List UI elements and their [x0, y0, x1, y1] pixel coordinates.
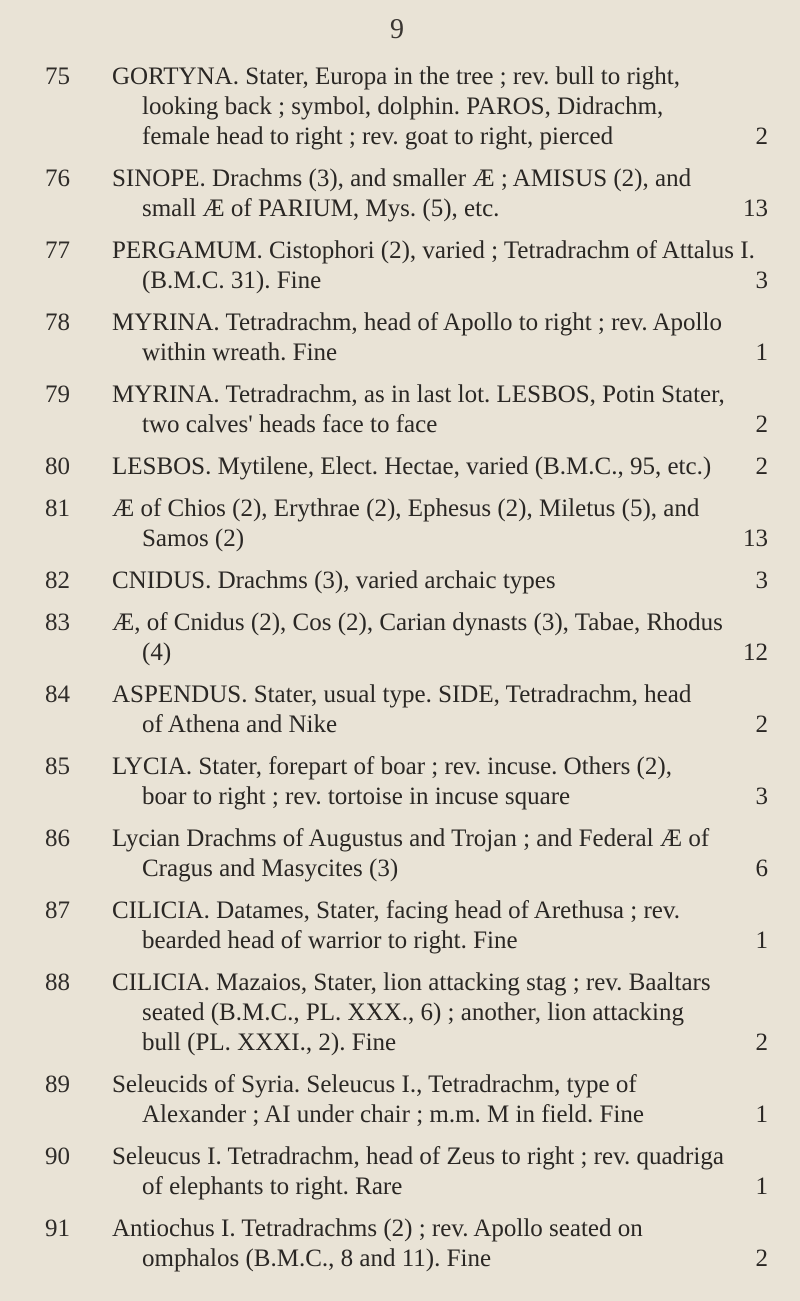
lot-entry: [0, 62, 800, 152]
lot-description-line: [112, 62, 768, 92]
lot-entry: [0, 164, 800, 224]
lot-description-line: [112, 1214, 768, 1244]
lot-description-text: of Athena and Nike: [142, 711, 338, 738]
lot-entry: [0, 680, 800, 740]
lot-number: 83: [45, 609, 70, 636]
lot-quantity: 12: [743, 639, 768, 666]
lot-number: 91: [45, 1215, 70, 1242]
lot-description-text: Æ, of Cnidus (2), Cos (2), Carian dynasts (3), Tabae, Rhodus: [112, 609, 723, 636]
lot-description-text: PERGAMUM. Cistophori (2), varied ; Tetradrachm of Attalus I.: [112, 237, 755, 264]
lot-description: [0, 494, 800, 554]
lot-quantity: 1: [755, 339, 768, 366]
lot-number: 82: [45, 567, 70, 594]
lot-quantity: 2: [755, 123, 768, 150]
lot-entry: [0, 452, 800, 482]
lot-description: [0, 236, 800, 296]
lot-description-line: [112, 680, 768, 710]
lot-number: 76: [45, 165, 70, 192]
lot-quantity: 6: [755, 855, 768, 882]
lot-description-line: [112, 896, 768, 926]
lot-description: [0, 164, 800, 224]
lot-description-line: [112, 998, 768, 1028]
lot-description-line: [112, 410, 768, 440]
lot-number: 78: [45, 309, 70, 336]
lot-quantity: 3: [755, 567, 768, 594]
lot-description-text: seated (B.M.C., PL. XXX., 6) ; another, lion attacking: [142, 999, 684, 1026]
lot-quantity: 2: [755, 711, 768, 738]
lot-quantity: 13: [743, 525, 768, 552]
lot-description-line: [112, 1028, 768, 1058]
lot-entry: [0, 380, 800, 440]
lot-description-line: [112, 452, 768, 482]
lot-description: [0, 1070, 800, 1130]
lot-description-text: female head to right ; rev. goat to right, pierced: [142, 123, 614, 150]
lot-entry: [0, 236, 800, 296]
lot-description: [0, 1214, 800, 1274]
lot-number: 85: [45, 753, 70, 780]
lot-description-line: [112, 122, 768, 152]
lot-description-line: [112, 824, 768, 854]
lot-description-text: (B.M.C. 31). Fine: [142, 267, 322, 294]
lot-number: 75: [45, 63, 70, 90]
lot-description-text: CNIDUS. Drachms (3), varied archaic types: [112, 567, 556, 594]
lot-description: [0, 968, 800, 1058]
lot-description-line: [112, 494, 768, 524]
lot-description-line: [112, 926, 768, 956]
lot-description-line: [112, 1100, 768, 1130]
lot-entry: [0, 308, 800, 368]
lot-description-line: [112, 782, 768, 812]
lot-description-text: LESBOS. Mytilene, Elect. Hectae, varied (B.M.C., 95, etc.): [112, 453, 712, 480]
lot-description-text: ASPENDUS. Stater, usual type. SIDE, Tetradrachm, head: [112, 681, 692, 708]
lot-entry: [0, 494, 800, 554]
lot-description: [0, 824, 800, 884]
lot-quantity: 2: [755, 1029, 768, 1056]
lot-description-line: [112, 1142, 768, 1172]
lot-description: [0, 452, 800, 482]
lot-entry: [0, 824, 800, 884]
lot-description-line: [112, 608, 768, 638]
page-number: 9: [390, 14, 404, 45]
lot-description-line: [112, 854, 768, 884]
lot-description-line: [112, 266, 768, 296]
lot-description-text: Æ of Chios (2), Erythrae (2), Ephesus (2), Miletus (5), and: [112, 495, 700, 522]
lot-description-line: [112, 1070, 768, 1100]
lot-quantity: 2: [755, 1245, 768, 1272]
lot-quantity: 2: [755, 411, 768, 438]
lot-description-text: (4): [142, 639, 172, 666]
lot-description-line: [112, 308, 768, 338]
lot-number: 81: [45, 495, 70, 522]
lot-entry: [0, 608, 800, 668]
lot-description-text: Cragus and Masycites (3): [142, 855, 399, 882]
lot-description-line: [112, 524, 768, 554]
lot-description-text: Seleucus I. Tetradrachm, head of Zeus to right ; rev. quadriga: [112, 1143, 724, 1170]
lot-description-text: omphalos (B.M.C., 8 and 11). Fine: [142, 1245, 492, 1272]
lot-number: 77: [45, 237, 70, 264]
lot-number: 86: [45, 825, 70, 852]
lot-number: 79: [45, 381, 70, 408]
lot-description: [0, 608, 800, 668]
lot-description: [0, 566, 800, 596]
lot-description-text: MYRINA. Tetradrachm, head of Apollo to right ; rev. Apollo: [112, 309, 722, 336]
lot-description-text: GORTYNA. Stater, Europa in the tree ; rev. bull to right,: [112, 63, 680, 90]
lot-description-text: of elephants to right. Rare: [142, 1173, 403, 1200]
lot-number: 90: [45, 1143, 70, 1170]
lot-number: 88: [45, 969, 70, 996]
lot-description-line: [112, 164, 768, 194]
lot-entry: [0, 752, 800, 812]
lot-quantity: 1: [755, 1173, 768, 1200]
lot-description-text: small Æ of PARIUM, Mys. (5), etc.: [142, 195, 500, 222]
lot-description-line: [112, 194, 768, 224]
lot-description: [0, 62, 800, 152]
lot-description-text: bull (PL. XXXI., 2). Fine: [142, 1029, 397, 1056]
lot-entry: [0, 968, 800, 1058]
lot-description-text: Seleucids of Syria. Seleucus I., Tetradrachm, type of: [112, 1071, 637, 1098]
lot-description: [0, 1142, 800, 1202]
lot-description-line: [112, 638, 768, 668]
lot-description: [0, 680, 800, 740]
lot-description-text: MYRINA. Tetradrachm, as in last lot. LESBOS, Potin Stater,: [112, 381, 725, 408]
lot-quantity: 13: [743, 195, 768, 222]
lot-quantity: 1: [755, 927, 768, 954]
lot-list: [0, 62, 800, 1286]
lot-entry: [0, 1214, 800, 1274]
lot-description-text: Lycian Drachms of Augustus and Trojan ; and Federal Æ of: [112, 825, 710, 852]
lot-entry: [0, 1142, 800, 1202]
lot-number: 80: [45, 453, 70, 480]
lot-description-text: within wreath. Fine: [142, 339, 338, 366]
lot-number: 89: [45, 1071, 70, 1098]
lot-description-line: [112, 710, 768, 740]
lot-description: [0, 380, 800, 440]
lot-quantity: 2: [755, 453, 768, 480]
lot-description-text: bearded head of warrior to right. Fine: [142, 927, 518, 954]
lot-description-text: Samos (2): [142, 525, 245, 552]
lot-description-line: [112, 338, 768, 368]
lot-description-line: [112, 1244, 768, 1274]
lot-entry: [0, 896, 800, 956]
lot-description-text: LYCIA. Stater, forepart of boar ; rev. incuse. Others (2),: [112, 753, 672, 780]
lot-description: [0, 896, 800, 956]
lot-description-text: Alexander ; AI under chair ; m.m. M in field. Fine: [142, 1101, 644, 1128]
lot-description-line: [112, 968, 768, 998]
lot-description-text: boar to right ; rev. tortoise in incuse square: [142, 783, 571, 810]
lot-description-text: two calves' heads face to face: [142, 411, 438, 438]
lot-description: [0, 752, 800, 812]
lot-description-line: [112, 236, 768, 266]
lot-description-text: SINOPE. Drachms (3), and smaller Æ ; AMISUS (2), and: [112, 165, 692, 192]
lot-entry: [0, 566, 800, 596]
lot-description-line: [112, 380, 768, 410]
lot-quantity: 3: [755, 267, 768, 294]
lot-description-line: [112, 566, 768, 596]
lot-description-line: [112, 1172, 768, 1202]
lot-quantity: 3: [755, 783, 768, 810]
lot-description-text: CILICIA. Datames, Stater, facing head of Arethusa ; rev.: [112, 897, 681, 924]
lot-description: [0, 308, 800, 368]
lot-entry: [0, 1070, 800, 1130]
lot-number: 87: [45, 897, 70, 924]
lot-description-text: CILICIA. Mazaios, Stater, lion attacking stag ; rev. Baaltars: [112, 969, 711, 996]
lot-description-line: [112, 92, 768, 122]
lot-description-line: [112, 752, 768, 782]
lot-description-text: looking back ; symbol, dolphin. PAROS, Didrachm,: [142, 93, 664, 120]
lot-description-text: Antiochus I. Tetradrachms (2) ; rev. Apollo seated on: [112, 1215, 643, 1242]
lot-number: 84: [45, 681, 70, 708]
lot-quantity: 1: [755, 1101, 768, 1128]
